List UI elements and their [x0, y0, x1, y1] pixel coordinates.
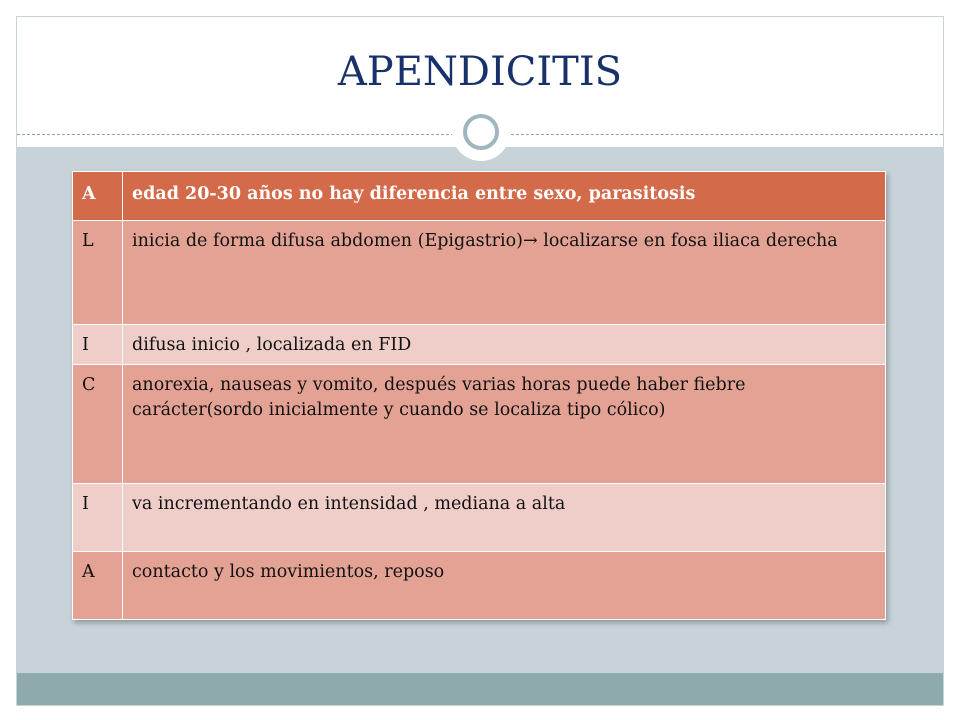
table-row [73, 365, 886, 484]
table-row [73, 221, 886, 325]
table-cell-letter: C [73, 365, 123, 484]
footer-bar [17, 673, 943, 705]
table-cell-letter: I [73, 325, 123, 365]
table-cell-text: anorexia, nauseas y vomito, después varias horas puede haber fiebre carácter(sordo inicialmente y cuando se localiza tipo cólico) [123, 365, 886, 484]
table-cell-text: edad 20-30 años no hay diferencia entre sexo, parasitosis [123, 172, 886, 221]
table-cell-text: contacto y los movimientos, reposo [123, 552, 886, 620]
table-cell-letter: A [73, 552, 123, 620]
table-cell-text: difusa inicio , localizada en FID [123, 325, 886, 365]
table-cell-letter: L [73, 221, 123, 325]
ring-inner [463, 114, 499, 150]
alicia-table [72, 171, 886, 620]
table-cell-letter: A [73, 172, 123, 221]
table-cell-letter: I [73, 484, 123, 552]
circle-ring-icon [452, 103, 510, 161]
table-row [73, 325, 886, 365]
table-cell-text: inicia de forma difusa abdomen (Epigastrio)→ localizarse en fosa iliaca derecha [123, 221, 886, 325]
table-cell-text: va incrementando en intensidad , mediana a alta [123, 484, 886, 552]
table-header-row [73, 172, 886, 221]
table-row [73, 552, 886, 620]
slide-title: APENDICITIS [337, 49, 623, 95]
table-row [73, 484, 886, 552]
